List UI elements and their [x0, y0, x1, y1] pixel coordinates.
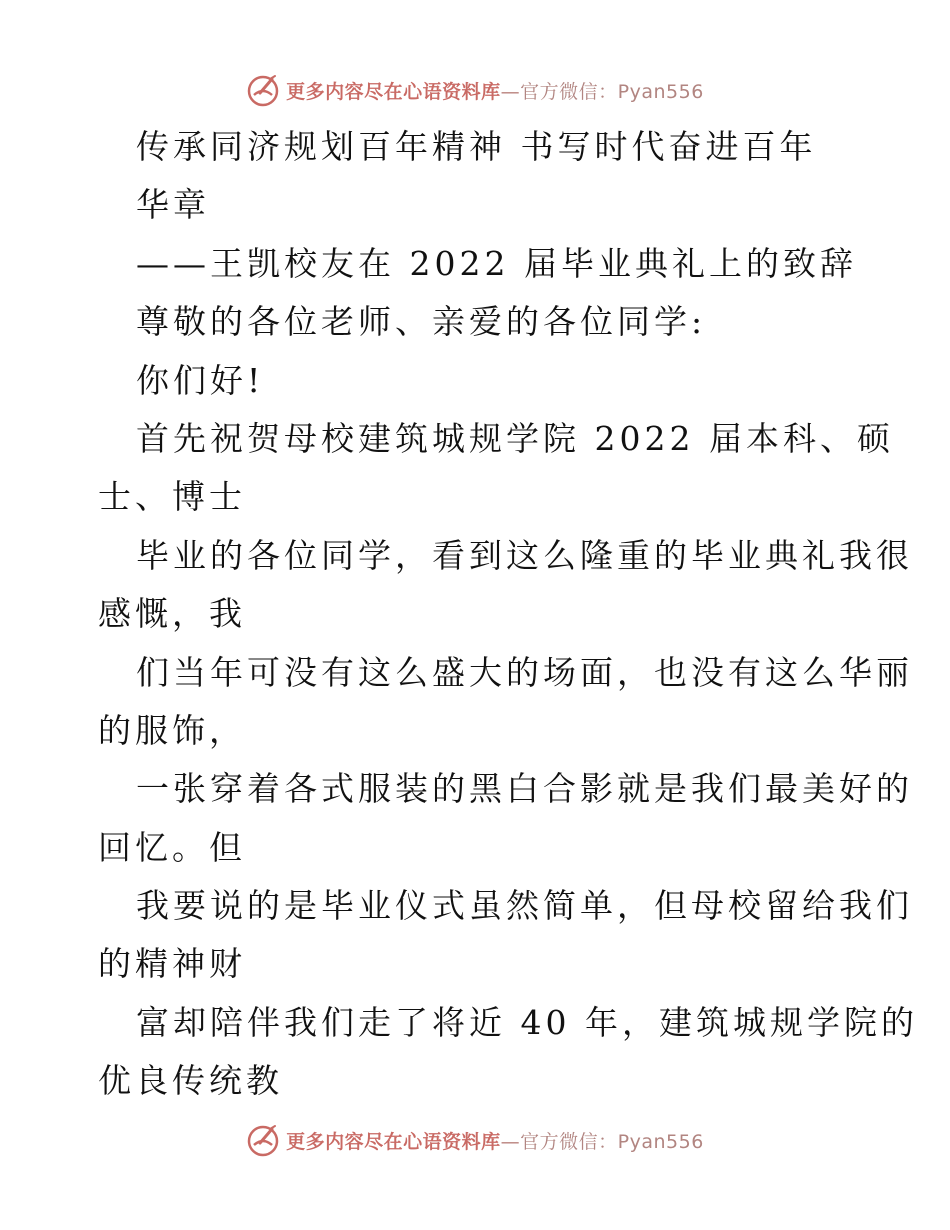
watermark-banner-top — [0, 70, 950, 110]
watermark-wechat: 官方微信：Pyan556 — [520, 1130, 704, 1153]
text-line: 一张穿着各式服装的黑白合影就是我们最美好的 — [136, 769, 913, 809]
watermark-title: 更多内容尽在心语资料库 — [286, 1130, 501, 1153]
text-line: 你们好! — [136, 360, 265, 400]
watermark-banner-bottom — [0, 1120, 950, 1160]
book-pen-logo-icon — [246, 73, 280, 107]
text-line: 优良传统教 — [98, 1061, 283, 1101]
text-line: 们当年可没有这么盛大的场面，也没有这么华丽 — [136, 652, 913, 692]
watermark-separator: — — [500, 1130, 521, 1153]
text-line: 富却陪伴我们走了将近 40 年，建筑城规学院的 — [136, 1002, 918, 1042]
text-line: ——王凯校友在 2022 届毕业典礼上的致辞 — [136, 243, 857, 283]
watermark-separator: — — [500, 80, 521, 103]
text-line: 我要说的是毕业仪式虽然简单，但母校留给我们 — [136, 886, 913, 926]
text-line: 毕业的各位同学，看到这么隆重的毕业典礼我很 — [136, 535, 913, 575]
text-line: 尊敬的各位老师、亲爱的各位同学: — [136, 302, 707, 342]
watermark-text — [286, 1127, 704, 1154]
text-line: 的服饰， — [98, 710, 246, 750]
text-line: 感慨，我 — [98, 594, 246, 634]
watermark-title: 更多内容尽在心语资料库 — [286, 80, 501, 103]
text-line: 的精神财 — [98, 944, 246, 984]
text-line: 华章 — [136, 185, 210, 225]
text-line: 回忆。但 — [98, 827, 246, 867]
text-line: 传承同济规划百年精神 书写时代奋进百年 — [136, 127, 817, 166]
document-body — [98, 118, 918, 1111]
text-line: 首先祝贺母校建筑城规学院 2022 届本科、硕 — [136, 418, 894, 458]
watermark-wechat: 官方微信：Pyan556 — [520, 80, 704, 103]
text-line: 士、博士 — [98, 477, 246, 517]
book-pen-logo-icon — [246, 1123, 280, 1157]
watermark-text — [286, 77, 704, 104]
